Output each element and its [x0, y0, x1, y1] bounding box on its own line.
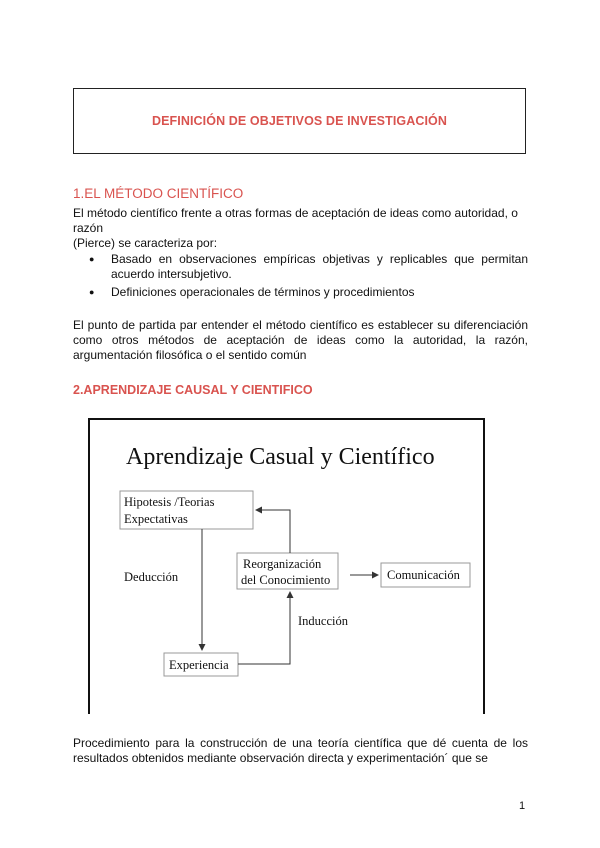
section1-intro [73, 206, 528, 251]
section1-intro-line3: (Pierce) se caracteriza por: [73, 236, 218, 250]
feedback-arrow [256, 510, 290, 553]
document-title: DEFINICIÓN DE OBJETIVOS DE INVESTIGACIÓN [151, 114, 447, 128]
diagram-svg [90, 420, 487, 716]
section1-paragraph: El punto de partida par entender el método científico es establecer su diferenciación como otros métodos de aceptación de ideas como la autoridad, la razón, argumentación filosófica o el sentido común [73, 318, 528, 362]
section1-bullet-list [73, 252, 528, 303]
diagram-title: Aprendizaje Casual y Científico [126, 444, 435, 470]
page-number: 1 [519, 800, 526, 812]
section1-heading: 1.EL MÉTODO CIENTÍFICO [73, 186, 244, 201]
section2-paragraph: Procedimiento para la construcción de una teoría científica que dé cuenta de los resultados obtenidos mediante observación directa y experimentación´ que se [73, 736, 528, 765]
deduction-label: Deducción [124, 570, 179, 584]
learning-diagram [88, 418, 485, 714]
list-item: ● Definiciones operacionales de términos y procedimientos [73, 285, 528, 300]
hypothesis-box-line1: Hipotesis /Teorias [124, 495, 215, 509]
induction-label: Inducción [298, 614, 348, 628]
title-box [73, 88, 526, 154]
section1-intro-line1: El método científico frente a otras formas de aceptación de ideas como autoridad, o [73, 206, 518, 220]
reorganization-box-line2: del Conocimiento [241, 573, 331, 587]
section2-heading: 2.APRENDIZAJE CAUSAL Y CIENTIFICO [73, 383, 313, 397]
list-item: ● Basado en observaciones empíricas objetivas y replicables que permitan acuerdo intersubjetivo. [73, 252, 528, 282]
hypothesis-box-line2: Expectativas [124, 512, 188, 526]
reorganization-box-line1: Reorganización [243, 557, 322, 571]
section1-intro-line2: razón [73, 221, 104, 235]
induction-arrow [238, 592, 290, 664]
experience-box-label: Experiencia [169, 658, 229, 672]
communication-box-label: Comunicación [387, 568, 460, 582]
